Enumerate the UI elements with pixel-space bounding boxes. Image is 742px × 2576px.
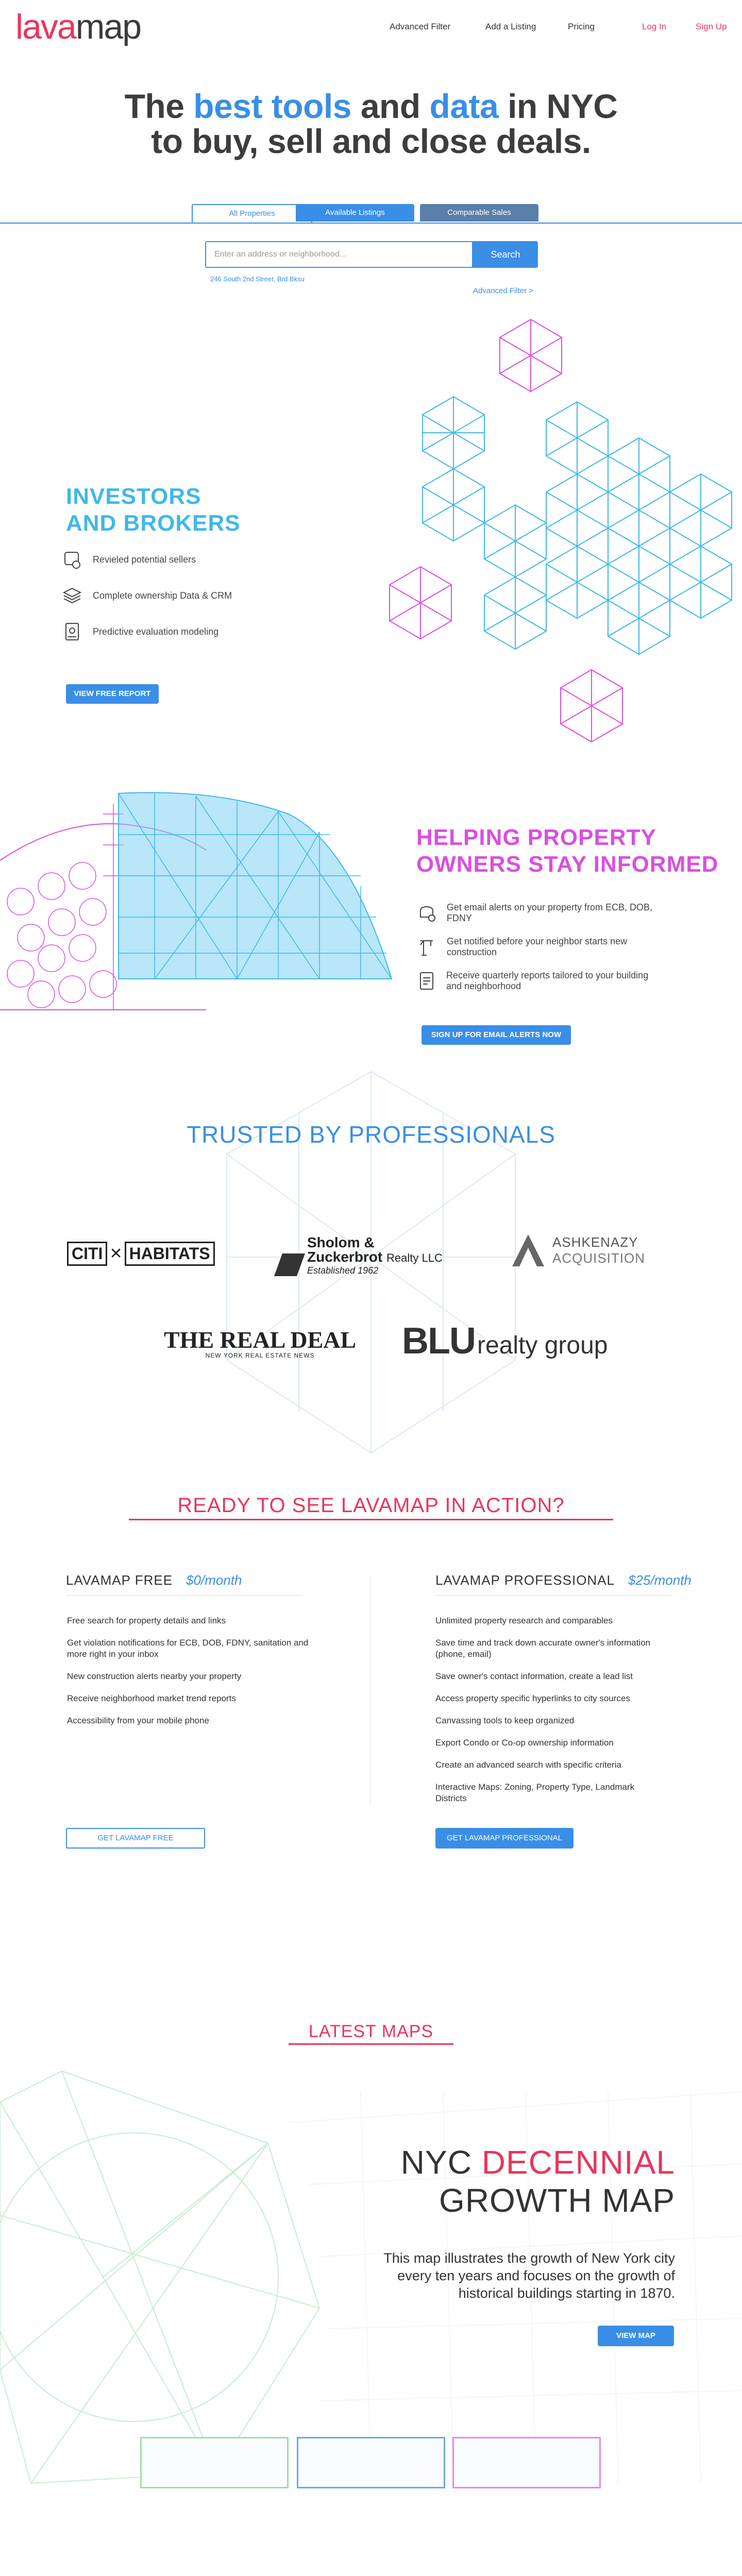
free-plan-features [67,1615,314,1737]
map-thumbnail-blue[interactable] [297,2437,445,2488]
sholom-mark-icon [274,1253,305,1276]
tab-divider [0,223,742,224]
nav-sign-up[interactable]: Sign Up [696,22,727,31]
tab-all-properties[interactable]: All Properties [192,204,312,223]
logo-blu-realty: BLU realty group [402,1320,608,1362]
seller-search-icon [61,548,83,571]
pro-plan-divider [435,1595,672,1596]
list-item: Access property specific hyperlinks to city sources [435,1693,630,1703]
search-input[interactable] [205,241,473,268]
list-item: Receive neighborhood market trend reports [67,1693,236,1703]
list-item: New construction alerts nearby your property [67,1671,242,1681]
pricing-title-underline [129,1519,613,1520]
pro-plan-features [435,1615,662,1815]
view-free-report-button[interactable]: VIEW FREE REPORT [66,684,159,704]
feature-item: Get email alerts on your property from ECB, DOB, FDNY [416,902,664,924]
free-plan-header: LAVAMAP FREE $0/month [66,1572,242,1588]
owners-title: HELPING PROPERTY OWNERS STAY INFORMED [416,825,719,877]
feature-item: Complete ownership Data & CRM [61,584,232,607]
owners-feature-list [416,902,664,992]
nav-advanced-filter[interactable]: Advanced Filter [390,22,451,31]
logo-the-real-deal: THE REAL DEAL NEW YORK REAL ESTATE NEWS [164,1327,357,1359]
map-title: NYC DECENNIAL GROWTH MAP [400,2144,675,2219]
map-thumbnail-green[interactable] [140,2437,289,2488]
list-item: Export Condo or Co-op ownership information [435,1738,614,1748]
dome-illustration [0,783,397,1020]
feature-item: Revieled potential sellers [61,548,232,571]
hero-title-line2: to buy, sell and close deals. [151,122,591,160]
logo-citihabitats: CITI ✕ HABITATS [67,1242,215,1266]
construction-crane-icon [416,936,437,958]
list-item: Create an advanced search with specific criteria [435,1760,621,1770]
feature-item: Receive quarterly reports tailored to your building and neighborhood [416,970,664,992]
latest-maps-title: LATEST MAPS [308,2022,434,2041]
email-alerts-signup-button[interactable]: SIGN UP FOR EMAIL ALERTS NOW [421,1025,571,1045]
list-item: Unlimited property research and comparables [435,1616,613,1625]
pro-plan-header: LAVAMAP PROFESSIONAL $25/month [435,1572,692,1588]
logo-sholom-zuckerbrot: Sholom & Zuckerbrot Realty LLC Established 1962 [278,1235,443,1276]
search-button[interactable]: Search [473,241,538,268]
latest-maps-underline [289,2043,453,2045]
logo-ashkenazy: ASHKENAZY ACQUISITION [510,1232,645,1268]
search-example-address[interactable]: 246 South 2nd Street, Brd Bksu [210,275,305,283]
get-lavamap-free-button[interactable]: GET LAVAMAP FREE [66,1828,205,1849]
map-description: This map illustrates the growth of New York city every ten years and focuses on the growth of historical buildings starting in 1870. [383,2250,675,2301]
investors-title: INVESTORS AND BROKERS [66,484,241,536]
layers-icon [61,584,83,607]
email-alert-icon [416,902,437,924]
pricing-title: READY TO SEE LAVAMAP IN ACTION? [177,1494,565,1517]
feature-item: Get notified before your neighbor starts new construction [416,936,664,958]
tab-comparable-sales[interactable]: Comparable Sales [420,204,538,222]
nav-pricing[interactable]: Pricing [568,22,595,31]
get-lavamap-pro-button[interactable]: GET LAVAMAP PROFESSIONAL [435,1828,574,1849]
hero-title-line1: The best tools and data in NYC [124,87,618,125]
list-item: Interactive Maps: Zoning, Property Type, Landmark Districts [435,1782,635,1803]
list-item: Free search for property details and links [67,1616,226,1625]
logo[interactable]: lavamap [15,7,141,46]
nav-add-listing[interactable]: Add a Listing [485,22,536,31]
evaluation-document-icon [61,620,83,643]
list-item: Save owner's contact information, create a lead list [435,1671,633,1681]
feature-item: Predictive evaluation modeling [61,620,232,643]
list-item: Accessibility from your mobile phone [67,1716,209,1725]
geodesic-hexagon-illustration [371,309,742,762]
list-item: Get violation notifications for ECB, DOB, FDNY, sanitation and more right in your inbox [67,1638,309,1659]
map-thumbnail-magenta[interactable] [452,2437,601,2488]
advanced-filter-link[interactable]: Advanced Filter > [473,286,534,295]
list-item: Canvassing tools to keep organized [435,1716,575,1725]
tab-available-listings[interactable]: Available Listings [296,204,414,222]
investors-feature-list [61,548,232,643]
view-map-button[interactable]: VIEW MAP [598,2326,674,2346]
list-item: Save time and track down accurate owner's information (phone, email) [435,1638,651,1659]
ashkenazy-mark-icon [510,1232,546,1268]
free-plan-divider [66,1595,303,1596]
report-document-icon [416,970,437,992]
trusted-title: TRUSTED BY PROFESSIONALS [187,1121,555,1148]
nav-log-in[interactable]: Log In [642,22,667,31]
